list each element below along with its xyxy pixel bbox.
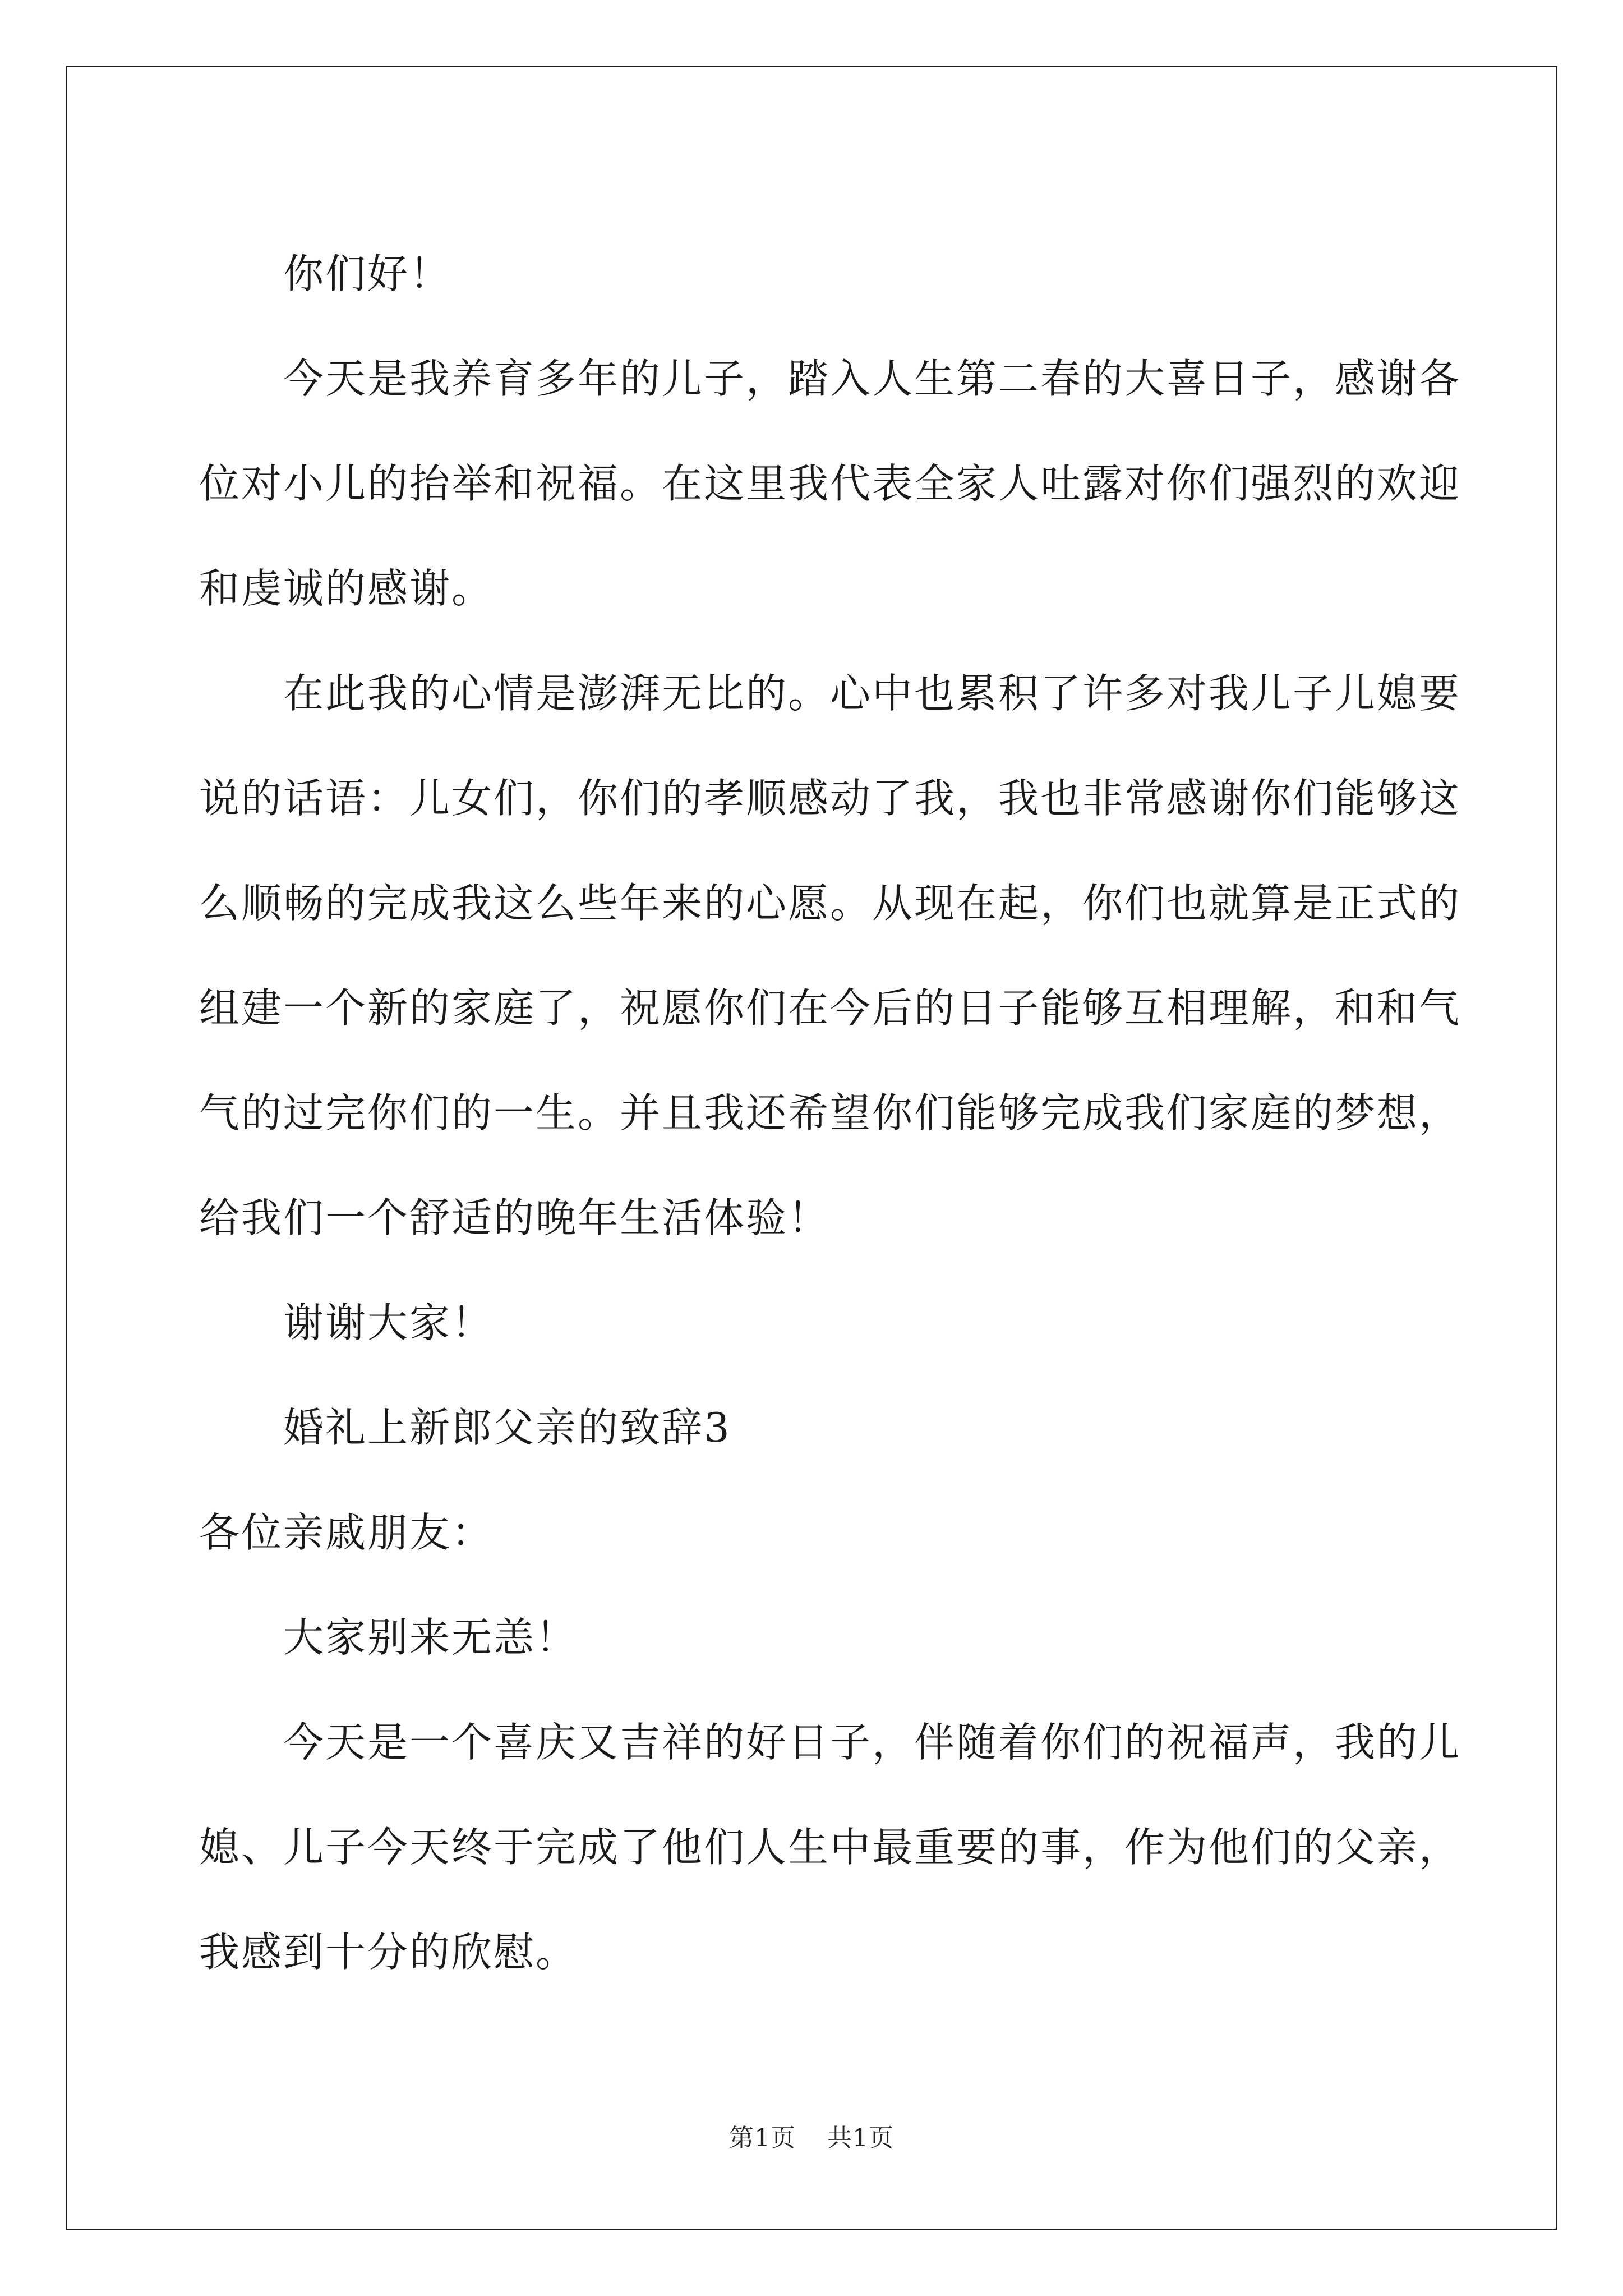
paragraph-line: 么顺畅的完成我这么些年来的心愿。从现在起，你们也就算是正式的 [199, 880, 1461, 927]
document-body [199, 222, 1461, 2005]
page-number: 第1页 [729, 2124, 796, 2152]
paragraph-line: 今天是一个喜庆又吉祥的好日子，伴随着你们的祝福声，我的儿 [283, 1719, 1461, 1766]
greeting-line: 大家别来无恙！ [283, 1614, 578, 1661]
page-footer [0, 2118, 1623, 2154]
paragraph-line: 位对小儿的抬举和祝福。在这里我代表全家人吐露对你们强烈的欢迎 [199, 460, 1461, 507]
thanks-line: 谢谢大家！ [283, 1299, 494, 1346]
paragraph-line: 给我们一个舒适的晚年生活体验！ [199, 1194, 831, 1241]
salutation-line: 各位亲戚朋友： [199, 1509, 494, 1556]
greeting-line: 你们好！ [283, 250, 452, 297]
paragraph-line: 在此我的心情是澎湃无比的。心中也累积了许多对我儿子儿媳要 [283, 670, 1461, 717]
paragraph-line: 气的过完你们的一生。并且我还希望你们能够完成我们家庭的梦想， [199, 1089, 1461, 1137]
section-heading: 婚礼上新郎父亲的致辞3 [283, 1404, 731, 1451]
paragraph-line: 说的话语：儿女们，你们的孝顺感动了我，我也非常感谢你们能够这 [199, 775, 1461, 822]
paragraph-line: 媳、儿子今天终于完成了他们人生中最重要的事，作为他们的父亲， [199, 1824, 1461, 1871]
paragraph-line: 我感到十分的欣慰。 [199, 1929, 578, 1976]
paragraph-line: 和虔诚的感谢。 [199, 565, 494, 612]
paragraph-line: 组建一个新的家庭了，祝愿你们在今后的日子能够互相理解，和和气 [199, 984, 1461, 1032]
page-total: 共1页 [827, 2124, 894, 2152]
paragraph-line: 今天是我养育多年的儿子，踏入人生第二春的大喜日子，感谢各 [283, 355, 1461, 402]
